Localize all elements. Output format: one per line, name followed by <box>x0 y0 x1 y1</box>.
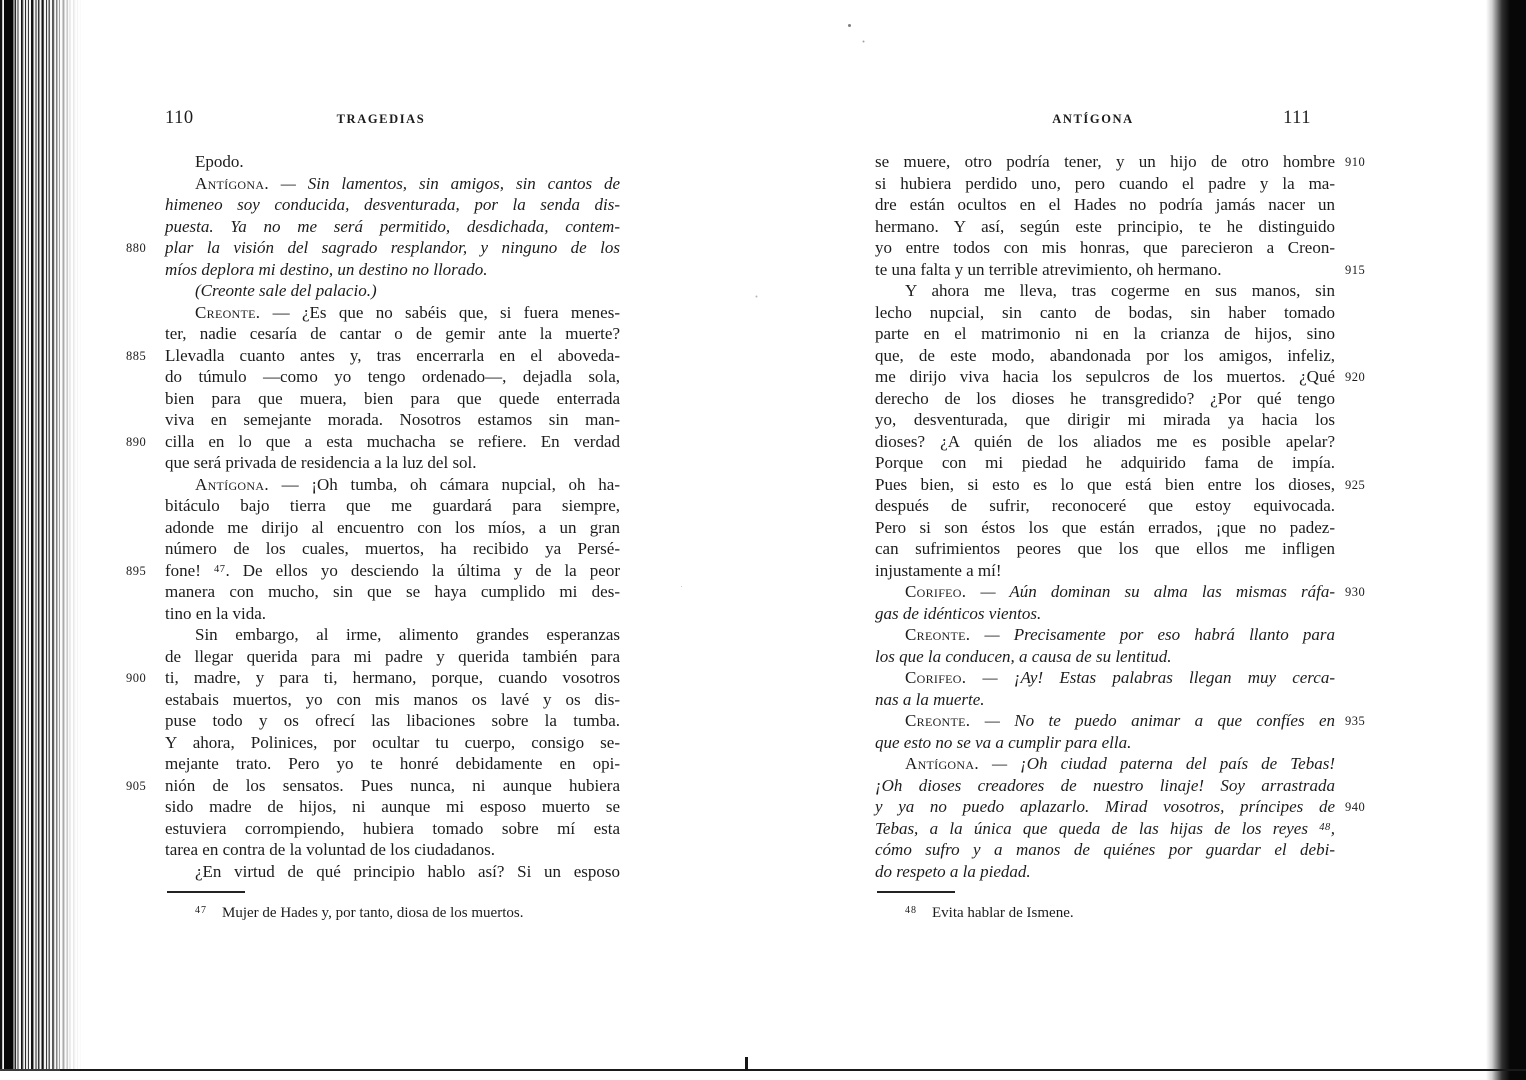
verse-line-number: 915 <box>1345 262 1366 277</box>
text-line: Antígona. — ¡Oh tumba, oh cámara nupcial, oh ha- <box>195 474 620 494</box>
text-line: ter, nadie cesaría de cantar o de gemir ante la muerte? <box>165 324 620 343</box>
footnote-reference: 47 <box>213 563 226 575</box>
speaker-name: Corifeo. <box>905 582 967 601</box>
text-line: número de los cuales, muertos, ha recibido ya Persé- <box>165 539 620 558</box>
verse-line-number: 935 <box>1345 714 1366 728</box>
book-spine-edge <box>0 0 84 1071</box>
page-right <box>875 105 1366 923</box>
footnote-text: Mujer de Hades y, por tanto, diosa de los muertos. <box>222 905 524 921</box>
text-line: 890 cilla en lo que a esta muchacha se refiere. En verdad <box>126 431 620 451</box>
text-line: gas de idénticos vientos. <box>875 603 1042 623</box>
text-line: derecho de los dioses he transgredido? ¿Por qué tengo <box>875 388 1335 408</box>
scan-bottom-rule <box>0 1069 1526 1071</box>
text-line: 935 Creonte. — No te puedo animar a que confíes en <box>875 710 1335 732</box>
text-line: 900 ti, madre, y para ti, hermano, porque, cuando vosotros <box>126 668 620 687</box>
text-line: después de sufrir, reconoceré que estoy equivocada. <box>875 496 1335 515</box>
text-line: 925 Pues bien, si esto es lo que está bien entre los dioses, <box>875 474 1335 496</box>
verse-line-number: 890 <box>126 434 147 449</box>
text-line: dre están ocultos en el Hades no podría jamás nacer un <box>875 195 1335 214</box>
footnote-marker: 47 <box>195 905 207 916</box>
page-number: 111 <box>1283 108 1311 128</box>
text-line: Y ahora me lleva, tras cogerme en sus manos, sin <box>905 281 1335 300</box>
text-line: Y ahora, Polinices, por ocultar tu cuerpo, consigo se- <box>165 732 620 752</box>
text-line: 920 me dirijo viva hacia los sepulcros de los muertos. ¿Qué <box>875 366 1335 388</box>
speaker-name: Antígona. <box>195 173 269 193</box>
text-line: estuviera corrompiendo, hubiera tomado sobre mí esta <box>165 818 620 838</box>
scan-specks <box>848 24 851 27</box>
text-line: Epodo. <box>195 152 244 171</box>
text-line: do túmulo —como yo tengo ordenado—, dejadla sola, <box>165 367 620 386</box>
footnote <box>875 901 1335 923</box>
text-line: Creonte. — ¿Es que no sabéis que, si fuera menes- <box>195 302 621 322</box>
page-number: 110 <box>165 108 194 128</box>
text-line: que esto no se va a cumplir para ella. <box>875 732 1132 752</box>
text-line: adonde me dirijo al encuentro con los míos, a un gran <box>165 517 620 537</box>
footnote-marker: 48 <box>905 905 917 916</box>
text-line: 940 y ya no puedo aplazarlo. Mirad vosotros, príncipes de <box>875 796 1335 818</box>
text-line: puesta. Ya no me será permitido, desdichada, contem- <box>165 216 620 236</box>
text-line: Corifeo. — ¡Ay! Estas palabras llegan muy cerca- <box>905 668 1335 687</box>
text-line: injustamente a mí! <box>875 560 1002 580</box>
text-line: nas a la muerte. <box>875 689 985 709</box>
text-line: que será privada de residencia a la luz del sol. <box>165 453 477 472</box>
verse-line-number: 925 <box>1345 477 1366 492</box>
text-line: hermano. Y así, según este principio, te he distinguido <box>875 216 1335 236</box>
verse-line-number: 930 <box>1345 585 1366 599</box>
text-line: 915 te una falta y un terrible atrevimiento, oh hermano. <box>875 259 1335 281</box>
running-title: ANTÍGONA <box>1052 112 1134 126</box>
text-line: bien para que muera, bien para que quede enterrada <box>165 388 620 408</box>
text-line: himeneo soy conducida, desventurada, por la senda dis- <box>165 195 620 214</box>
text-line: 905 nión de los sensatos. Pues nunca, ni aunque hubiera <box>126 775 620 795</box>
page-stack-edge-right <box>1486 0 1526 1080</box>
text-line: que, de este modo, abandonada por los amigos, infeliz, <box>875 345 1335 365</box>
speaker-name: Corifeo. <box>905 668 967 687</box>
text-line: sido madre de hijos, ni aunque mi esposo muerto se <box>165 797 620 816</box>
verse-line-number: 880 <box>126 241 147 255</box>
text-line: 885 Llevadla cuanto antes y, tras encerrarla en el aboveda- <box>126 345 620 365</box>
text-line: ¡Oh dioses creadores de nuestro linaje! Soy arrastrada <box>875 775 1335 795</box>
text-line: can sufrimientos peores que los que ellos me infligen <box>875 539 1335 558</box>
text-line: bitáculo bajo tierra que me guardará para siempre, <box>165 496 620 515</box>
text-line: tarea en contra de la voluntad de los ciudadanos. <box>165 840 495 859</box>
text-line: parte en el matrimonio ni en la crianza de hijos, sino <box>875 324 1335 343</box>
text-line: dioses? ¿A quién de los aliados me es posible apelar? <box>875 431 1335 451</box>
speaker-name: Antígona. <box>905 754 979 773</box>
page-body <box>875 151 1366 882</box>
text-line: Pero si son éstos los que están errados, ¡que no padez- <box>875 517 1335 537</box>
text-line: Antígona. — Sin lamentos, sin amigos, sin cantos de <box>195 173 621 193</box>
text-line: (Creonte sale del palacio.) <box>195 281 377 300</box>
text-line: 895 fone! $^{47}$. De ellos yo desciendo la última y de la peor <box>126 560 620 580</box>
speaker-name: Antígona. <box>195 474 269 494</box>
verse-line-number: 900 <box>126 671 147 685</box>
text-line: lecho nupcial, sin canto de bodas, sin haber tomado <box>875 302 1335 322</box>
page-body <box>126 151 621 882</box>
verse-line-number: 905 <box>126 778 147 793</box>
verse-line-number: 920 <box>1345 370 1366 384</box>
verse-line-number: 895 <box>126 563 147 578</box>
text-line: yo entre todos con mis honras, que parecieron a Creon- <box>875 238 1335 257</box>
text-line: yo, desventurada, que dirigir mi mirada ya hacia los <box>875 410 1335 429</box>
footnote-block <box>165 891 620 923</box>
text-line: ¿En virtud de qué principio hablo así? Si un esposo <box>195 861 620 881</box>
text-line: tino en la vida. <box>165 603 267 623</box>
text-line: puse todo y os ofrecí las libaciones sobre la tumba. <box>165 711 620 730</box>
text-line: cómo sufro y a manos de quiénes por guardar el debi- <box>875 840 1335 859</box>
speaker-name: Creonte. <box>195 302 261 322</box>
text-line: 910 se muere, otro podría tener, y un hijo de otro hombre <box>875 151 1335 173</box>
verse-line-number: 885 <box>126 348 147 363</box>
scan-artifact-tick <box>745 1057 748 1070</box>
text-line: Sin embargo, al irme, alimento grandes esperanzas <box>195 625 620 644</box>
text-line: 880 plar la visión del sagrado resplandor, y ninguno de los <box>126 238 620 257</box>
text-line: viva en semejante morada. Nosotros estamos sin man- <box>165 410 620 429</box>
text-line: Porque con mi piedad he adquirido fama de impía. <box>875 453 1335 472</box>
text-line: 930 Corifeo. — Aún dominan su alma las mismas ráfa- <box>875 581 1335 603</box>
speaker-name: Creonte. <box>905 711 971 730</box>
verse-line-number: 940 <box>1345 800 1366 814</box>
page-left <box>126 105 621 923</box>
footnote-rule <box>877 891 955 893</box>
text-line: do respeto a la piedad. <box>875 861 1031 881</box>
footnote <box>165 901 620 923</box>
footnote-reference: 48 <box>1319 821 1331 833</box>
running-title: TRAGEDIAS <box>336 112 426 126</box>
verse-line-number: 910 <box>1345 155 1366 169</box>
footnote-text: Evita hablar de Ismene. <box>932 905 1074 921</box>
text-line: si hubiera perdido uno, pero cuando el padre y la ma- <box>875 173 1335 193</box>
text-line: mejante trato. Pero yo te honré debidamente en opi- <box>165 754 620 773</box>
text-line: de llegar querida para mi padre y querida también para <box>165 646 620 666</box>
text-line: los que la conducen, a causa de su lentitud. <box>875 646 1172 666</box>
page-header <box>165 105 620 131</box>
footnote-rule <box>167 891 245 893</box>
footnote-block <box>875 891 1335 923</box>
text-line: Antígona. — ¡Oh ciudad paterna del país de Tebas! <box>905 754 1336 773</box>
text-line: manera con mucho, sin que se haya cumplido mi des- <box>165 582 620 601</box>
speaker-name: Creonte. <box>905 625 971 644</box>
text-line: míos deplora mi destino, un destino no llorado. <box>165 259 488 279</box>
text-line: Creonte. — Precisamente por eso habrá llanto para <box>905 625 1335 644</box>
text-line: Tebas, a la única que queda de las hijas de los reyes $^{48}$, <box>875 818 1335 838</box>
text-line: estabais muertos, yo con mis manos os lavé y os dis- <box>165 689 620 709</box>
page-header <box>875 105 1335 131</box>
